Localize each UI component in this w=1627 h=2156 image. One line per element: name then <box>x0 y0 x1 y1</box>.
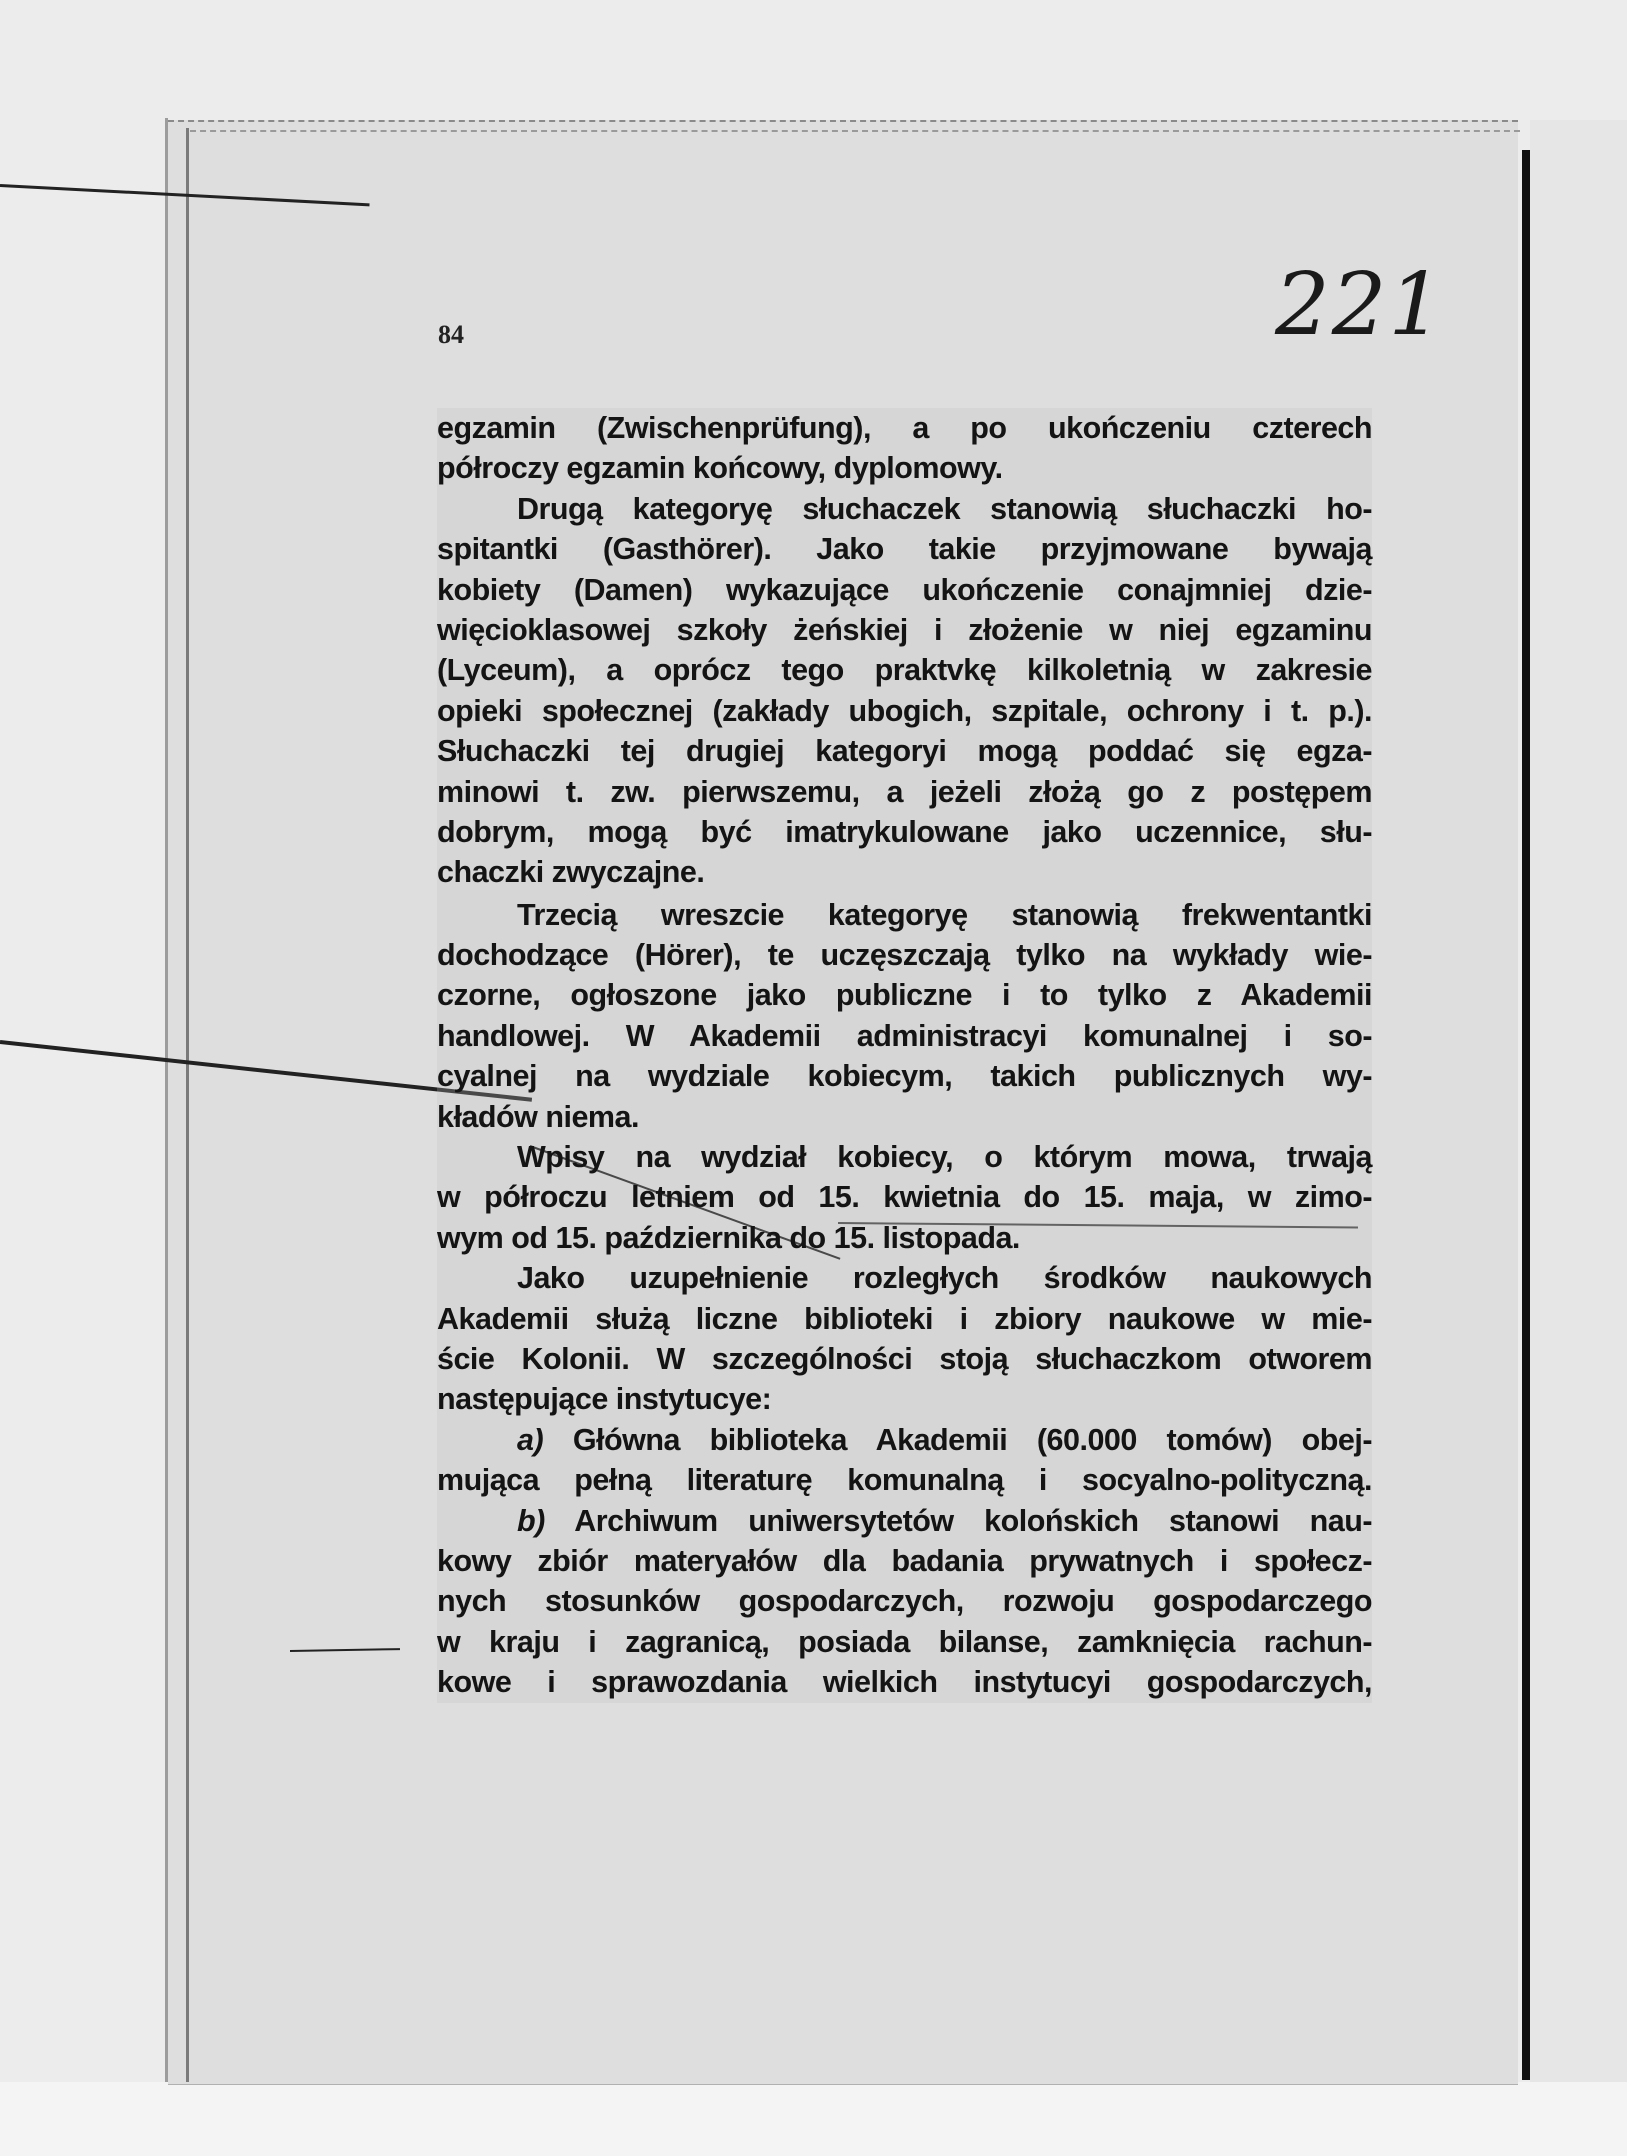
item-text: Archiwum uniwersytetów kolońskich stanowi nau- <box>574 1503 1373 1538</box>
text-line: nych stosunków gospodarczych, rozwoju gospodarczego <box>437 1584 1372 1619</box>
list-item <box>437 1501 1372 1703</box>
text-line: kowy zbiór materyałów dla badania prywatnych i społecz- <box>437 1543 1372 1578</box>
body-text <box>437 408 1372 1703</box>
scan-background-bottom <box>0 2082 1627 2156</box>
page-number: 84 <box>438 320 464 349</box>
text-line: kowe i sprawozdania wielkich instytucyi gospodarczych, <box>437 1665 1372 1700</box>
text-line: Akademii służą liczne biblioteki i zbiory naukowe w mie- <box>437 1301 1372 1336</box>
list-item <box>437 1420 1372 1501</box>
text-line: cyalnej na wydziale kobiecym, takich publicznych wy- <box>437 1059 1372 1094</box>
text-line: czorne, ogłoszone jako publiczne i to tylko z Akademii <box>437 978 1372 1013</box>
text-line: w półroczu letniem od 15. kwietnia do 15. maja, w zimo- <box>437 1180 1372 1215</box>
paragraph <box>437 1258 1372 1420</box>
paragraph <box>437 489 1372 893</box>
text-line: Drugą kategoryę słuchaczek stanowią słuchaczki ho- <box>517 491 1372 526</box>
text-line: więcioklasowej szkoły żeńskiej i złożenie w niej egzaminu <box>437 612 1372 647</box>
text-line: minowi t. zw. pierwszemu, a jeżeli złożą go z postępem <box>437 774 1372 809</box>
text-line <box>437 1501 1372 1541</box>
text-line: (Lyceum), a oprócz tego praktvkę kilkoletnią w zakresie <box>437 653 1372 688</box>
text-line: półroczy egzamin końcowy, dyplomowy. <box>437 451 1003 486</box>
paragraph <box>437 408 1372 489</box>
text-line: dobrym, mogą być imatrykulowane jako uczennice, słu- <box>437 814 1372 849</box>
item-marker: b) <box>517 1503 545 1538</box>
text-line: Trzecią wreszcie kategoryę stanowią frekwentantki <box>517 897 1372 932</box>
text-line: ście Kolonii. W szczególności stoją słuchaczkom otworem <box>437 1341 1372 1376</box>
text-line: następujące instytucye: <box>437 1382 772 1417</box>
page-left-edge <box>165 118 168 2082</box>
adjacent-page-strip <box>1530 120 1627 2082</box>
text-line: handlowej. W Akademii administracyi komunalnej i so- <box>437 1018 1372 1053</box>
item-marker: a) <box>517 1422 544 1457</box>
paragraph <box>437 1137 1372 1258</box>
text-line: mująca pełną literaturę komunalną i socyalno-polityczną. <box>437 1463 1372 1498</box>
text-line: kładów niema. <box>437 1099 639 1134</box>
item-text: Główna biblioteka Akademii (60.000 tomów) obej- <box>572 1422 1372 1457</box>
page-left-inner-edge <box>186 128 189 2082</box>
text-line: wym od 15. października do 15. listopada. <box>437 1220 1020 1255</box>
text-line: chaczki zwyczajne. <box>437 855 705 890</box>
paragraph <box>437 895 1372 1137</box>
text-line: spitantki (Gasthörer). Jako takie przyjmowane bywają <box>437 532 1372 567</box>
text-line: w kraju i zagranicą, posiada bilanse, zamknięcia rachun- <box>437 1624 1372 1659</box>
text-line: Jako uzupełnienie rozległych środków naukowych <box>517 1261 1372 1296</box>
text-line <box>437 1420 1372 1460</box>
text-line: kobiety (Damen) wykazujące ukończenie conajmniej dzie- <box>437 572 1372 607</box>
handwritten-archive-number: 221 <box>1275 255 1446 355</box>
text-line: opieki społecznej (zakłady ubogich, szpitale, ochrony i t. p.). <box>437 693 1372 728</box>
text-line: dochodzące (Hörer), te uczęszczają tylko na wykłady wie- <box>437 938 1372 973</box>
text-line: Wpisy na wydział kobiecy, o którym mowa, trwają <box>517 1140 1372 1175</box>
text-line: egzamin (Zwischenprüfung), a po ukończeniu czterech <box>437 411 1372 445</box>
page-top-edge-line <box>190 130 1520 132</box>
text-line: Słuchaczki tej drugiej kategoryi mogą poddać się egza- <box>437 734 1372 769</box>
page-right-edge <box>1522 150 1530 2080</box>
